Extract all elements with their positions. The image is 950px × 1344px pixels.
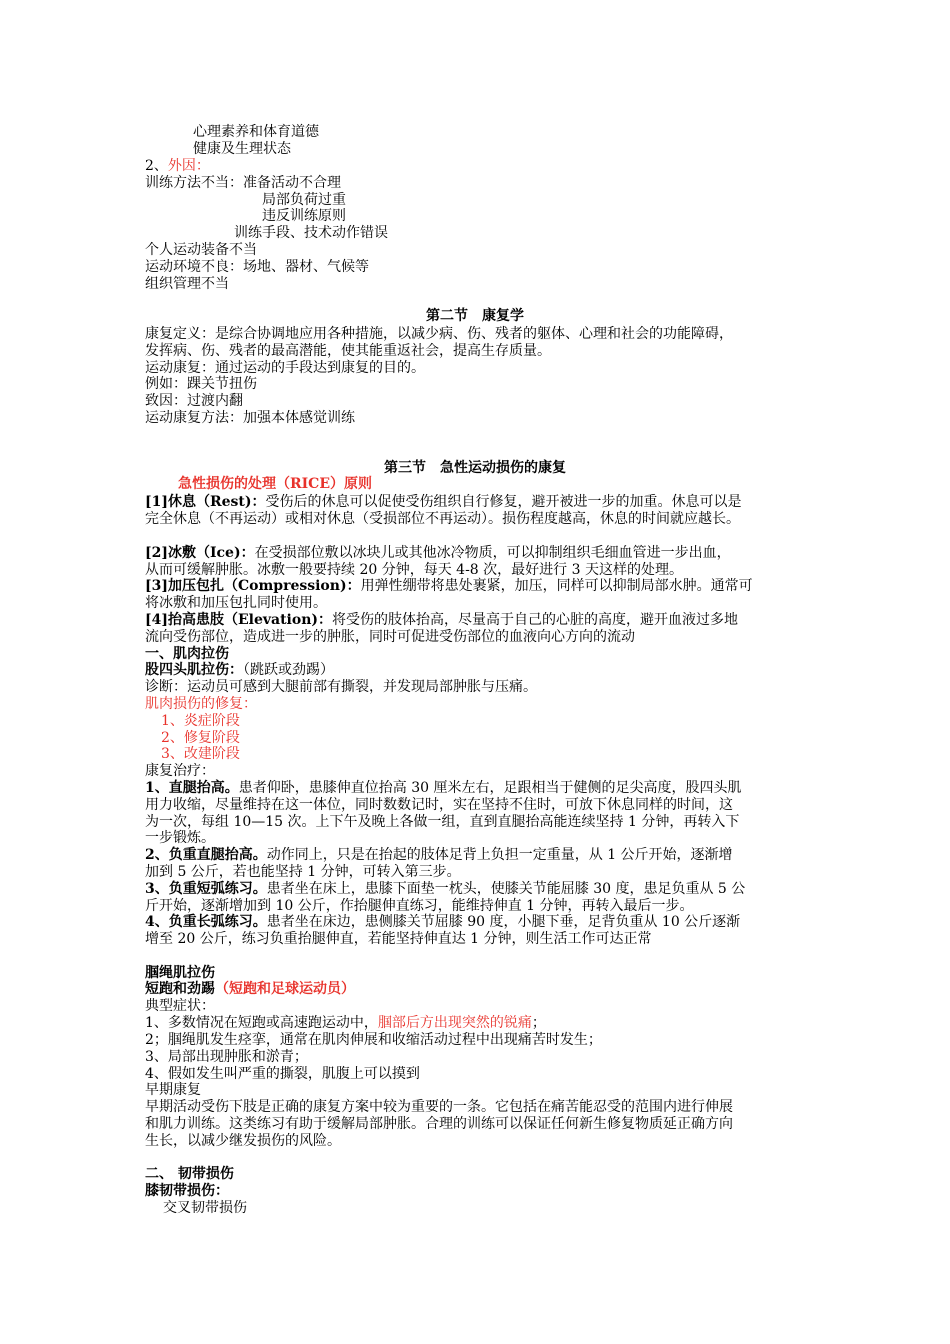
text-line: 运动环境不良：场地、器材、气候等 (145, 259, 369, 275)
symptom-text: 1、多数情况在短跑或高速跑运动中， (145, 1015, 378, 1031)
red-highlight: 腘部后方出现突然的锐痛 (377, 1015, 532, 1031)
rice-heading: 急性损伤的处理（RICE）原则 (178, 476, 372, 492)
phase-item: 3、改建阶段 (161, 746, 240, 762)
red-heading: 肌肉损伤的修复： (145, 696, 257, 712)
text-line: 加到 5 公斤，若也能坚持 1 分钟，可转入第三步。 (145, 864, 461, 880)
term-text: （跳跃或劲踢） (243, 662, 334, 678)
text-line: 组织管理不当 (145, 276, 229, 292)
term-text: 将受伤的肢体抬高，尽量高于自己的心脏的高度，避开血液过多地 (332, 612, 739, 628)
list-number: 2、 (145, 158, 168, 174)
subsection-heading: 一、肌肉拉伤 (145, 646, 229, 662)
text-line-elevation (145, 612, 738, 628)
text-line: 完全休息（不再运动）或相对休息（受损部位不再运动）。损伤程度越高，休息的时间就应越长。 (145, 511, 740, 527)
subsection-heading: 腘绳肌拉伤 (145, 965, 215, 981)
text-line-step4 (145, 914, 740, 930)
text-line-compression (145, 578, 753, 594)
text-line: 诊断：运动员可感到大腿前部有撕裂，并发现局部肿胀与压痛。 (145, 679, 537, 695)
text-line-step2 (145, 847, 733, 863)
step-text: 患者坐在床上，患膝下面垫一枕头，使膝关节能屈膝 30 度，患足负重从 5 公 (266, 881, 746, 897)
text-line: 将冰敷和加压包扎同时使用。 (145, 595, 327, 611)
step-label: 2、负重直腿抬高。 (145, 847, 267, 863)
term-label: 短跑和劲踢 (145, 981, 215, 997)
text-line-rest (145, 494, 742, 510)
text-line: 心理素养和体育道德 (193, 124, 319, 140)
term-text: 在受损部位敷以冰块儿或其他冰冷物质，可以抑制组织毛细血管进一步出血， (254, 545, 731, 561)
text-line: 生长，以减少继发损伤的风险。 (145, 1133, 341, 1149)
text-line: 典型症状： (145, 998, 215, 1014)
text-line: 4、假如发生叫严重的撕裂，肌腹上可以摸到 (145, 1066, 420, 1082)
text-line-step1 (145, 780, 741, 796)
term-label: [4]抬高患肢（Elevation)： (145, 612, 333, 628)
text-line: 局部负荷过重 (262, 192, 346, 208)
phase-item: 2、修复阶段 (161, 730, 240, 746)
step-label: 4、负重长弧练习。 (145, 914, 267, 930)
text-line: 发挥病、伤、残者的最高潜能，使其能重返社会，提高生存质量。 (145, 343, 551, 359)
text-line-quad (145, 662, 334, 678)
text-line: 从而可缓解肿胀。冰敷一般要持续 20 分钟，每天 4-8 次，最好进行 3 天这样的处理。 (145, 562, 683, 578)
text-line: 运动康复方法：加强本体感觉训练 (145, 410, 355, 426)
text-line-ham-cause (145, 981, 355, 997)
term-text: 受伤后的休息可以促使受伤组织自行修复，避开被进一步的加重。休息可以是 (265, 494, 742, 510)
text-line: 康复治疗： (145, 763, 215, 779)
text-line: 运动康复：通过运动的手段达到康复的目的。 (145, 360, 425, 376)
text-line-external-cause (145, 158, 210, 174)
term-label: 股四头肌拉伤： (145, 662, 243, 678)
step-label: 1、直腿抬高。 (145, 780, 239, 796)
phase-item: 1、炎症阶段 (161, 713, 240, 729)
text-line: 流向受伤部位，造成进一步的肿胀，同时可促进受伤部位的血液向心方向的流动 (145, 629, 635, 645)
text-line: 康复定义：是综合协调地应用各种措施，以减少病、伤、残者的躯体、心理和社会的功能障碍， (145, 326, 733, 342)
text-line: 例如：踝关节扭伤 (145, 376, 257, 392)
red-note: （短跑和足球运动员） (215, 981, 355, 997)
section-title: 第三节 急性运动损伤的康复 (384, 460, 566, 476)
section-title: 第二节 康复学 (426, 308, 524, 324)
term-label: [2]冰敷（Ice)： (145, 545, 255, 561)
text-line: 3、局部出现肿胀和淤青； (145, 1049, 308, 1065)
text-line-symptom1 (145, 1015, 546, 1031)
text-line: 交叉韧带损伤 (163, 1200, 247, 1216)
text-line: 为一次，每组 10—15 次。上下午及晚上各做一组，直到直腿抬高能连续坚持 1 分钟，再转入下 (145, 814, 740, 830)
term-label: [1]休息（Rest)： (145, 494, 266, 510)
subsection-heading: 膝韧带损伤： (145, 1183, 229, 1199)
text-line: 用力收缩，尽量维持在这一体位，同时数数记时，实在坚持不住时，可放下休息同样的时间，这 (145, 797, 733, 813)
term-label: [3]加压包扎（Compression)： (145, 578, 361, 594)
term-text: 用弹性绷带将患处裹紧，加压，同样可以抑制局部水肿。通常可 (360, 578, 753, 594)
text-line: 和肌力训练。这类练习有助于缓解局部肿胀。合理的训练可以保证任何新生修复物质延正确方向 (145, 1116, 733, 1132)
subsection-heading: 二、 韧带损伤 (145, 1166, 234, 1182)
text-line: 斤开始，逐渐增加到 10 公斤，作抬腿伸直练习，能维持伸直 1 分钟，再转入最后一步。 (145, 898, 694, 914)
text-line: 违反训练原则 (262, 208, 346, 224)
text-line: 早期活动受伤下肢是正确的康复方案中较为重要的一条。它包括在痛苦能忍受的范围内进行伸展 (145, 1099, 733, 1115)
text-line: 增至 20 公斤，练习负重抬腿伸直，若能坚持伸直达 1 分钟，则生活工作可达正常 (145, 931, 652, 947)
text-line: 个人运动装备不当 (145, 242, 257, 258)
text-line: 2；腘绳肌发生痉挛，通常在肌肉伸展和收缩活动过程中出现痛苦时发生； (145, 1032, 602, 1048)
red-label: 外因： (167, 158, 210, 174)
text-line: 训练方法不当：准备活动不合理 (145, 175, 341, 191)
text-line: 训练手段、技术动作错误 (234, 225, 388, 241)
step-text: 动作同上，只是在抬起的肢体足背上负担一定重量，从 1 公斤开始，逐渐增 (266, 847, 733, 863)
text-line-step3 (145, 881, 745, 897)
punctuation: ； (531, 1015, 546, 1031)
text-line: 健康及生理状态 (193, 141, 291, 157)
step-label: 3、负重短弧练习。 (145, 881, 267, 897)
text-line: 致因：过渡内翻 (145, 393, 243, 409)
step-text: 患者仰卧，患膝伸直位抬高 30 厘米左右，足跟相当于健侧的足尖高度，股四头肌 (238, 780, 742, 796)
text-line: 早期康复 (145, 1082, 201, 1098)
step-text: 患者坐在床边，患侧膝关节屈膝 90 度，小腿下垂，足背负重从 10 公斤逐渐 (266, 914, 741, 930)
text-line: 一步锻炼。 (145, 830, 215, 846)
text-line-ice (145, 545, 731, 561)
